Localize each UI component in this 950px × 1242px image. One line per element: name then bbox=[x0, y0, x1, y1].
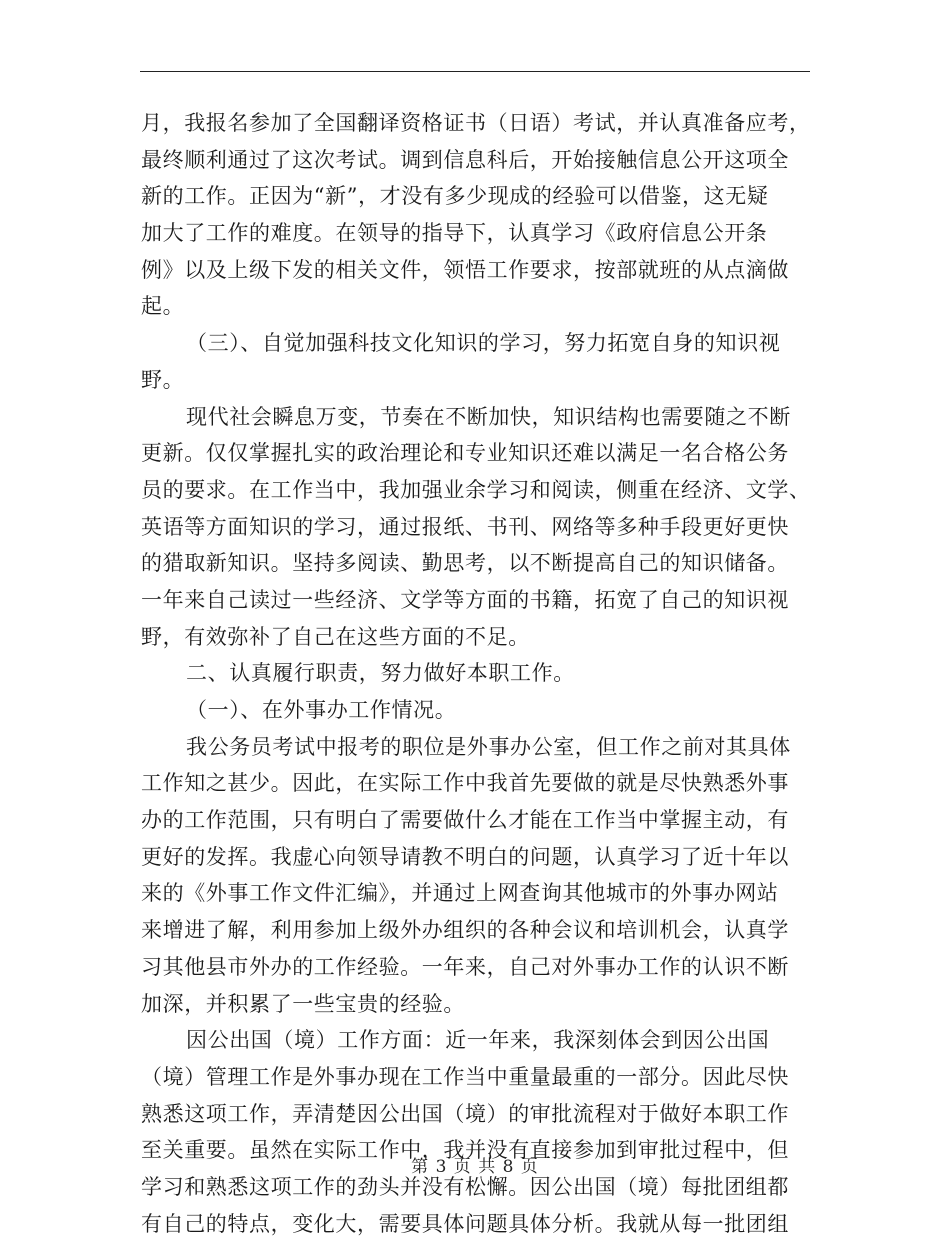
text-line: 野，有效弥补了自己在这些方面的不足。 bbox=[141, 624, 530, 649]
text-line: （一）、在外事办工作情况。 bbox=[186, 698, 457, 722]
text-line: 有自己的特点，变化大，需要具体问题具体分析。我就从每一批团组 bbox=[141, 1211, 789, 1236]
text-line: 习其他县市外办的工作经验。一年来，自己对外事办工作的认识不断 bbox=[141, 954, 789, 979]
text-line: 加深，并积累了一些宝贵的经验。 bbox=[141, 991, 465, 1016]
text-line: 例》以及上级下发的相关文件，领悟工作要求，按部就班的从点滴做 bbox=[141, 257, 789, 282]
text-line: 的猎取新知识。坚持多阅读、勤思考，以不断提高自己的知识储备。 bbox=[141, 551, 789, 576]
text-line: 工作知之甚少。因此，在实际工作中我首先要做的就是尽快熟悉外事 bbox=[141, 771, 789, 796]
text-line: 学习和熟悉这项工作的劲头并没有松懈。因公出国（境）每批团组都 bbox=[141, 1174, 789, 1199]
text-line: 员的要求。在工作当中，我加强业余学习和阅读，侧重在经济、文学、 bbox=[141, 477, 811, 502]
text-line: 起。 bbox=[141, 294, 185, 319]
text-line: 熟悉这项工作，弄清楚因公出国（境）的审批流程对于做好本职工作 bbox=[141, 1101, 789, 1126]
text-line: 月，我报名参加了全国翻译资格证书（日语）考试，并认真准备应考， bbox=[141, 111, 811, 135]
text-line: 加大了工作的难度。在领导的指导下，认真学习《政府信息公开条 bbox=[141, 221, 768, 246]
text-line: 我公务员考试中报考的职位是外事办公室，但工作之前对其具体 bbox=[186, 734, 791, 759]
text-line: 现代社会瞬息万变，节奏在不断加快，知识结构也需要随之不断 bbox=[186, 404, 791, 429]
text-line: （境）管理工作是外事办现在工作当中重量最重的一部分。因此尽快 bbox=[141, 1064, 789, 1089]
text-line: 二、认真履行职责，努力做好本职工作。 bbox=[186, 661, 575, 686]
text-line: 野。 bbox=[141, 367, 185, 392]
text-line: （三）、自觉加强科技文化知识的学习，努力拓宽自身的知识视 bbox=[186, 331, 781, 356]
text-line: 来的《外事工作文件汇编》，并通过上网查询其他城市的外事办网站 bbox=[141, 881, 779, 906]
text-line: 至关重要。虽然在实际工作中，我并没有直接参加到审批过程中，但 bbox=[141, 1138, 789, 1163]
text-line: 新的工作。正因为“新”，才没有多少现成的经验可以借鉴，这无疑 bbox=[141, 184, 769, 209]
text-line: 最终顺利通过了这次考试。调到信息科后，开始接触信息公开这项全 bbox=[141, 147, 789, 172]
text-line: 一年来自己读过一些经济、文学等方面的书籍，拓宽了自己的知识视 bbox=[141, 587, 789, 612]
body-text bbox=[141, 105, 813, 1242]
header-rule bbox=[140, 71, 810, 72]
text-line: 办的工作范围，只有明白了需要做什么才能在工作当中掌握主动，有 bbox=[141, 808, 789, 833]
text-line: 英语等方面知识的学习，通过报纸、书刊、网络等多种手段更好更快 bbox=[141, 514, 789, 539]
text-line: 更好的发挥。我虚心向领导请教不明白的问题，认真学习了近十年以 bbox=[141, 844, 789, 869]
page-footer: 第 3 页 共 8 页 bbox=[411, 1157, 539, 1177]
text-line: 更新。仅仅掌握扎实的政治理论和专业知识还难以满足一名合格公务 bbox=[141, 441, 789, 466]
text-line: 因公出国（境）工作方面：近一年来，我深刻体会到因公出国 bbox=[186, 1028, 770, 1053]
text-line: 来增进了解，利用参加上级外办组织的各种会议和培训机会，认真学 bbox=[141, 918, 789, 943]
